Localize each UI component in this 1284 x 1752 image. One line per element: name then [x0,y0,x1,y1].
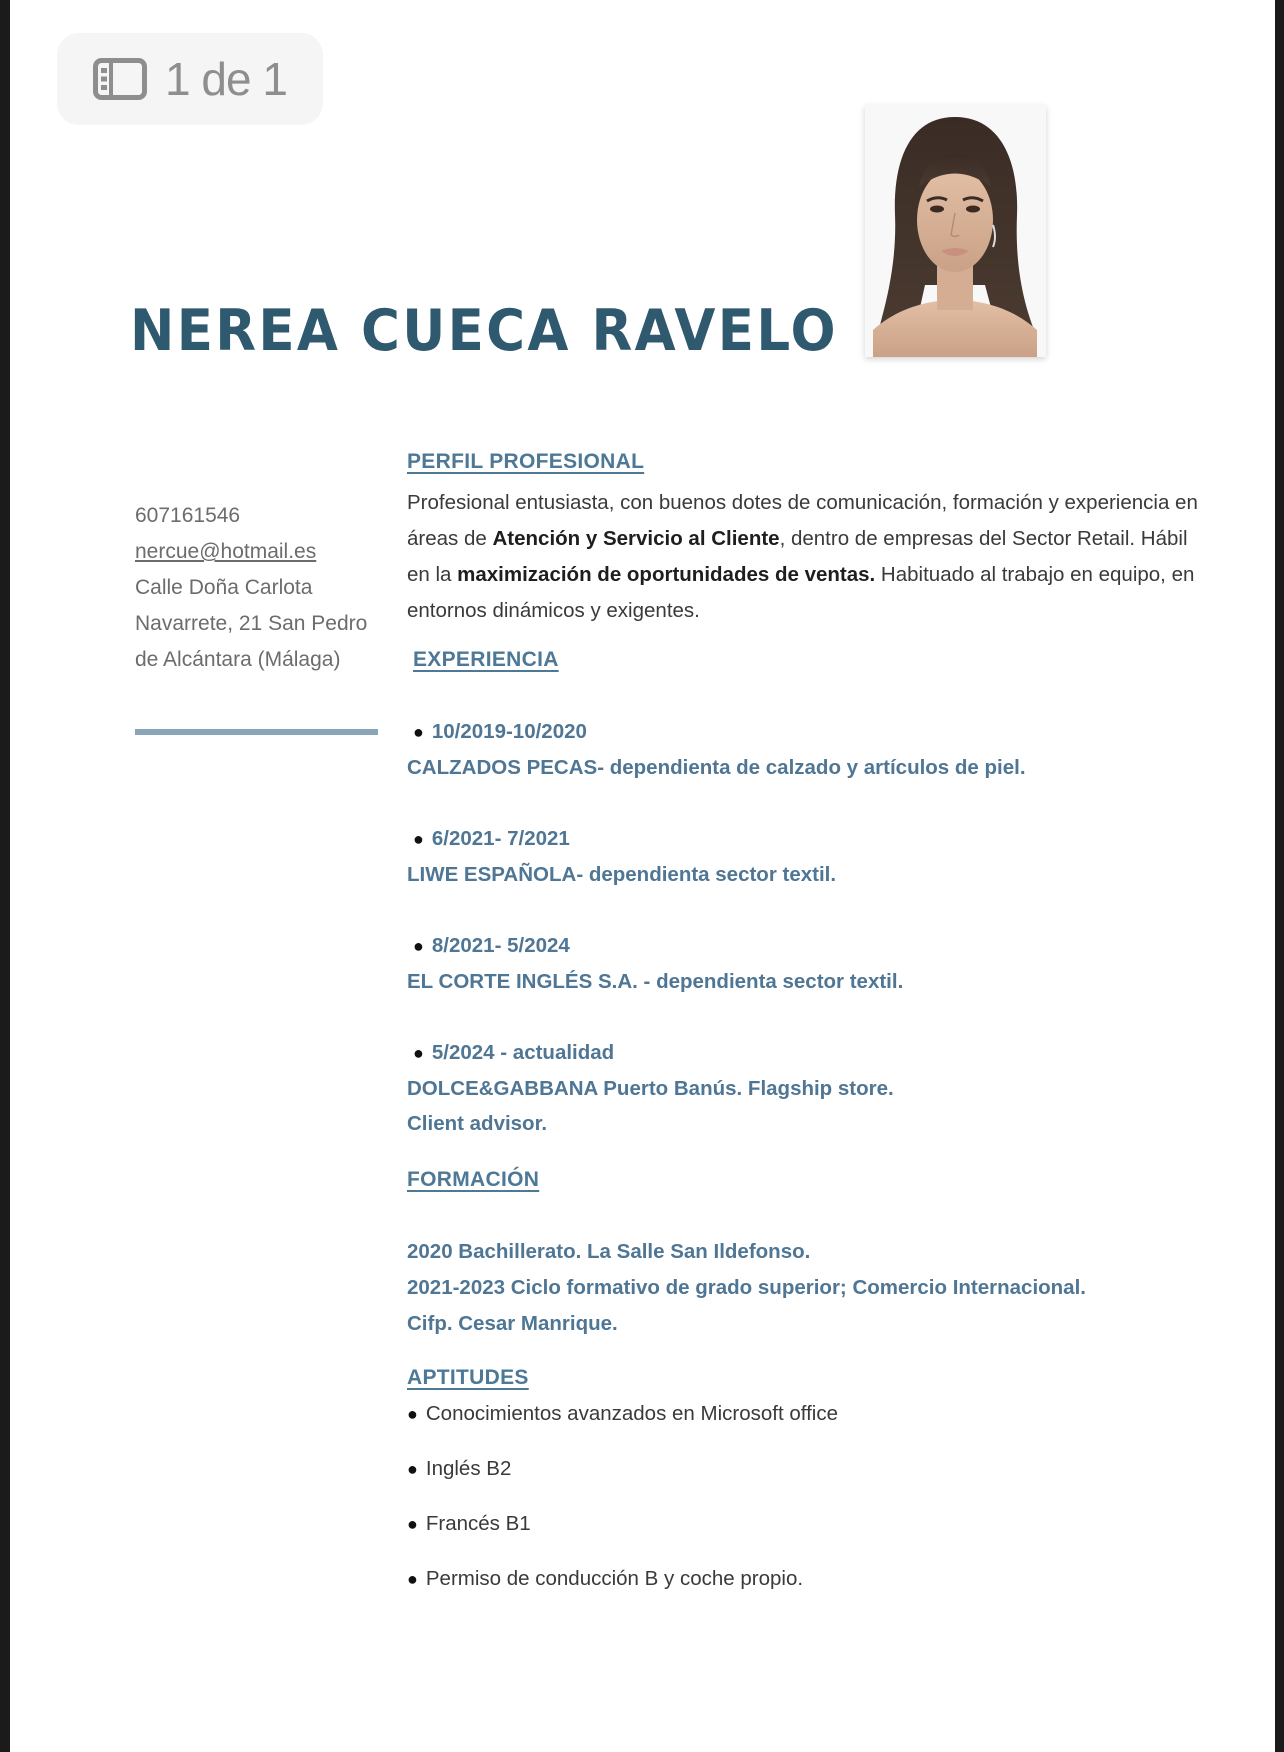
education-line: 2020 Bachillerato. La Salle San Ildefonso. [407,1240,811,1263]
education-line: Cifp. Cesar Manrique. [407,1312,618,1335]
experience-dates [413,1041,614,1065]
experience-dates-text: 8/2021- 5/2024 [431,934,570,957]
contact-divider [135,729,378,735]
experience-role: CALZADOS PECAS- dependienta de calzado y artículos de piel. [407,756,1026,779]
profile-photo [865,105,1046,357]
bullet-icon: ● [407,1569,418,1589]
skill-item [407,1402,838,1426]
experience-dates [413,934,570,958]
page-indicator-label: 1 de 1 [165,53,287,105]
skill-item [407,1567,803,1591]
skill-text: Francés B1 [425,1512,531,1535]
page-indicator[interactable] [57,33,323,125]
address-line: de Alcántara (Málaga) [135,648,341,671]
experience-dates-text: 6/2021- 7/2021 [431,827,570,850]
experience-role: Client advisor. [407,1112,548,1135]
profile-text-part: , dentro de empresas del Sector Retail. Hábil en la [407,527,1188,586]
sidebar-thumbnails-icon [93,58,147,100]
document-page [10,0,1275,1752]
profile-text-part: Habituado al trabajo en equipo, en entornos dinámicos y exigentes. [407,563,1195,622]
address-line: Calle Doña Carlota [135,576,313,599]
skill-text: Conocimientos avanzados en Microsoft office [425,1402,838,1425]
profile-text [407,485,1207,629]
education-line: 2021-2023 Ciclo formativo de grado superior; Comercio Internacional. [407,1276,1086,1299]
profile-text-part: Profesional entusiasta, con buenos dotes de comunicación, formación y experiencia en áreas de [407,491,1198,550]
email-link[interactable]: nercue@hotmail.es [135,540,317,563]
experience-role: LIWE ESPAÑOLA- dependienta sector textil. [407,863,837,886]
bullet-icon: ● [413,829,424,849]
profile-highlight: maximización de oportunidades de ventas. [457,563,876,586]
experience-dates [413,720,587,744]
education-heading: FORMACIÓN [407,1168,540,1191]
experience-role: EL CORTE INGLÉS S.A. - dependienta sector textil. [407,970,904,993]
experience-dates-text: 5/2024 - actualidad [431,1041,615,1064]
bullet-icon: ● [407,1514,418,1534]
skills-heading: APTITUDES [407,1366,529,1389]
experience-dates-text: 10/2019-10/2020 [431,720,587,743]
phone-number: 607161546 [135,504,241,527]
bullet-icon: ● [413,936,424,956]
contact-info [135,498,395,678]
address-line: Navarrete, 21 San Pedro [135,612,368,635]
skill-item [407,1512,531,1536]
experience-role: DOLCE&GABBANA Puerto Banús. Flagship store. [407,1077,894,1100]
experience-dates [413,827,570,851]
skill-text: Inglés B2 [425,1457,512,1480]
skill-item [407,1457,511,1481]
profile-heading: PERFIL PROFESIONAL [407,450,645,473]
experience-heading: EXPERIENCIA [413,648,559,671]
bullet-icon: ● [413,1043,424,1063]
candidate-name: NEREA CUECA RAVELO [130,298,838,364]
bullet-icon: ● [407,1459,418,1479]
portrait-image [865,105,1046,357]
bullet-icon: ● [407,1404,418,1424]
skill-text: Permiso de conducción B y coche propio. [425,1567,804,1590]
bullet-icon: ● [413,722,424,742]
profile-highlight: Atención y Servicio al Cliente [492,527,780,550]
